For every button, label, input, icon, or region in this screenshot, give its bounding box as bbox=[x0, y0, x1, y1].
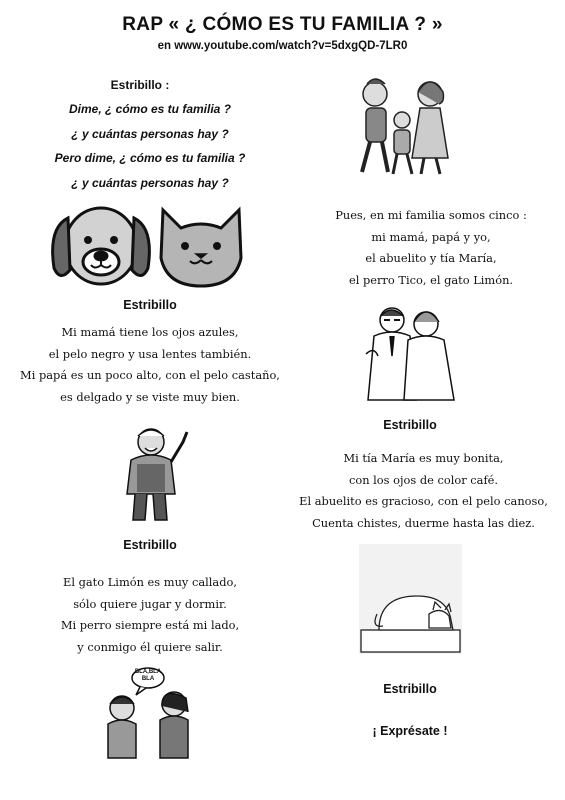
verse-line: sólo quiere jugar y dormir. bbox=[73, 596, 227, 611]
verse-1 bbox=[300, 205, 562, 291]
cat-face-illustration bbox=[155, 200, 247, 290]
verse-line: Cuenta chistes, duerme hasta las diez. bbox=[312, 515, 535, 530]
verse-line: El gato Limón es muy callado, bbox=[63, 575, 237, 589]
couple-illustration bbox=[362, 302, 460, 402]
verse-line: y conmigo él quiere salir. bbox=[77, 639, 223, 654]
refrain-label: Estribillo bbox=[383, 418, 437, 432]
verse-line: Mi papá es un poco alto, con el pelo castaño, bbox=[20, 368, 280, 382]
verse-line: Mi tía María es muy bonita, bbox=[343, 451, 504, 465]
speech-bubble-text: BLA,BLA BLA bbox=[134, 669, 162, 682]
chorus-line: ¿ y cuántas personas hay ? bbox=[71, 176, 229, 190]
dog-face-illustration bbox=[50, 200, 152, 290]
verse-line: mi mamá, papá y yo, bbox=[371, 229, 491, 244]
refrain-label: Estribillo bbox=[383, 682, 437, 696]
refrain-label: Estribillo bbox=[123, 298, 177, 312]
verse-2 bbox=[5, 322, 295, 408]
grandfather-illustration bbox=[115, 424, 190, 524]
family-walking-illustration bbox=[350, 72, 465, 182]
chorus-line: Dime, ¿ cómo es tu familia ? bbox=[68, 102, 232, 116]
verse-line: Mi perro siempre está mi lado, bbox=[60, 618, 240, 632]
verse-3 bbox=[285, 448, 562, 534]
verse-line: el pelo negro y usa lentes también. bbox=[48, 346, 252, 361]
chorus-line: ¿ y cuántas personas hay ? bbox=[71, 127, 229, 141]
verse-line: es delgado y se viste muy bien. bbox=[60, 389, 240, 404]
closing-call: ¡ Exprésate ! bbox=[372, 724, 448, 738]
verse-4 bbox=[5, 572, 295, 658]
page-title: RAP « ¿ CÓMO ES TU FAMILIA ? » bbox=[122, 14, 443, 35]
refrain-label: Estribillo bbox=[123, 538, 177, 552]
verse-line: el perro Tico, el gato Limón. bbox=[348, 272, 514, 287]
video-url-line: en www.youtube.com/watch?v=5dxgQD-7LR0 bbox=[157, 40, 408, 52]
verse-line: Mi mamá tiene los ojos azules, bbox=[61, 325, 239, 339]
verse-line: el abuelito y tía María, bbox=[365, 251, 497, 265]
verse-line: con los ojos de color café. bbox=[348, 472, 499, 487]
chorus-heading: Estribillo : bbox=[110, 78, 170, 92]
verse-line: Pues, en mi familia somos cinco : bbox=[335, 208, 527, 222]
sleeping-cat-illustration bbox=[359, 544, 462, 654]
sleeping-cat-panel bbox=[359, 544, 462, 654]
verse-line: El abuelito es gracioso, con el pelo canoso, bbox=[299, 494, 548, 508]
chorus-line: Pero dime, ¿ cómo es tu familia ? bbox=[54, 151, 246, 165]
